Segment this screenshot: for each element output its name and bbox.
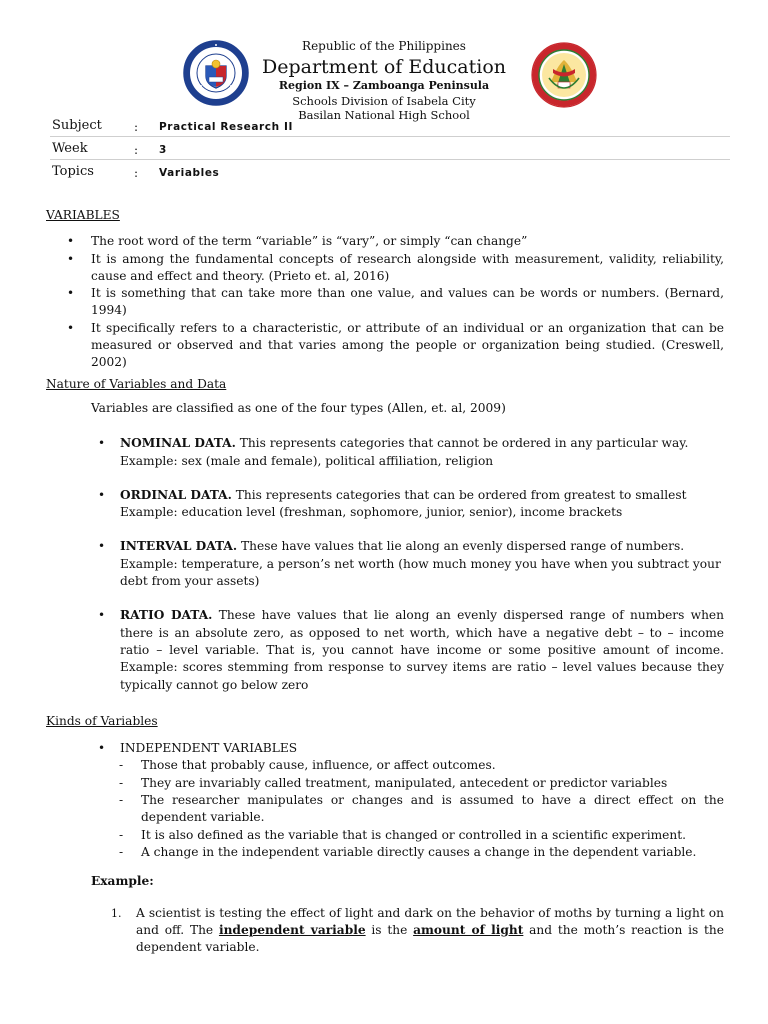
type-text: This represents categories that cannot be ordered in any particular way. (239, 436, 689, 451)
example-text: is the (371, 922, 408, 937)
list-item: - They are invariably called treatment, manipulated, antecedent or predictor variables (46, 775, 724, 792)
example-term: amount of light (413, 922, 524, 937)
type-example: Example: scores stemming from response to survey items are ratio – level values because they typically cannot go below zero (120, 660, 724, 692)
row-divider (50, 136, 730, 137)
type-example: Example: sex (male and female), political affiliation, religion (120, 453, 494, 468)
list-item: - It is also defined as the variable that is changed or controlled in a scientific experiment. (46, 827, 724, 844)
list-item (46, 538, 724, 590)
topics-label: Topics (52, 164, 94, 179)
list-item (46, 607, 724, 693)
type-term: ORDINAL DATA. (120, 487, 232, 502)
list-item (46, 905, 724, 957)
letterhead (0, 38, 768, 123)
nature-intro: Variables are classified as one of the four types (Allen, et. al, 2009) (91, 400, 506, 415)
subject-colon: : (134, 120, 139, 134)
data-types-list (46, 435, 724, 694)
type-text: These have values that lie along an evenly dispersed range of numbers. (241, 539, 685, 554)
kinds-heading: Kinds of Variables (46, 713, 158, 728)
topics-colon: : (134, 166, 139, 180)
example-number: 1. (111, 906, 122, 920)
school-text: Basilan National High School (298, 108, 470, 122)
document-body (46, 207, 724, 956)
week-value: 3 (159, 144, 167, 156)
variables-bullet-list (46, 233, 724, 371)
topics-row (50, 162, 730, 185)
example-text: A scientist is testing the effect of light and dark on the behavior of moths by turning a light on and off. The (136, 905, 724, 937)
type-term: RATIO DATA. (120, 608, 213, 623)
list-item: • The root word of the term “variable” is “vary”, or simply “can change” (46, 233, 724, 250)
independent-points-list (46, 757, 724, 861)
list-item: - A change in the independent variable directly causes a change in the dependent variable. (46, 844, 724, 861)
type-term: INTERVAL DATA. (120, 539, 238, 554)
list-item: • INDEPENDENT VARIABLES (46, 740, 724, 757)
subject-row (50, 116, 730, 139)
example-term: independent variable (218, 922, 366, 937)
subject-value: Practical Research II (159, 121, 293, 133)
topics-value: Variables (159, 167, 220, 179)
week-label: Week (52, 141, 88, 156)
list-item: - The researcher manipulates or changes and is assumed to have a direct effect on the dependent variable. (46, 792, 724, 827)
region-text: Region IX – Zamboanga Peninsula (278, 79, 490, 92)
subject-info-table (50, 116, 730, 185)
type-example: Example: temperature, a person’s net worth (how much money you have when you subtract your debt from your assets) (120, 556, 721, 589)
week-row (50, 139, 730, 162)
type-text: This represents categories that can be ordered from greatest to smallest (235, 487, 687, 502)
example-text: and the moth’s reaction is the dependent variable. (136, 922, 724, 955)
division-text: Schools Division of Isabela City (292, 93, 476, 108)
type-term: NOMINAL DATA. (120, 436, 236, 451)
kinds-list (46, 740, 724, 757)
example-list (46, 905, 724, 957)
republic-text: Republic of the Philippines (302, 39, 466, 53)
nature-heading: Nature of Variables and Data (46, 376, 227, 391)
list-item: • It is something that can take more than one value, and values can be words or numbers. (Bernard, 1994) (46, 285, 724, 320)
department-title: Department of Education (262, 56, 506, 78)
list-item: • It is among the fundamental concepts of research alongside with measurement, validity, reliability, cause and effect and theory. (Prieto et. al, 2016) (46, 251, 724, 286)
list-item (46, 435, 724, 470)
type-text: These have values that lie along an evenly dispersed range of numbers when there is an absolute zero, as opposed to net worth, which have a negative debt – to – income ratio – level variable. That is, you cannot have income or some positive amount of income. (120, 608, 724, 657)
variables-heading: VARIABLES (46, 208, 120, 222)
type-example: Example: education level (freshman, sophomore, junior, senior), income brackets (120, 505, 623, 520)
week-colon: : (134, 143, 139, 157)
list-item (46, 487, 724, 522)
row-divider (50, 159, 730, 160)
example-label: Example: (91, 874, 154, 889)
subject-label: Subject (52, 118, 102, 133)
list-item: - Those that probably cause, influence, or affect outcomes. (46, 757, 724, 774)
list-item: • It specifically refers to a characteristic, or attribute of an individual or an organization that can be measured or observed and that varies among the people or organization being studied. (Creswell, 2002) (46, 320, 724, 372)
